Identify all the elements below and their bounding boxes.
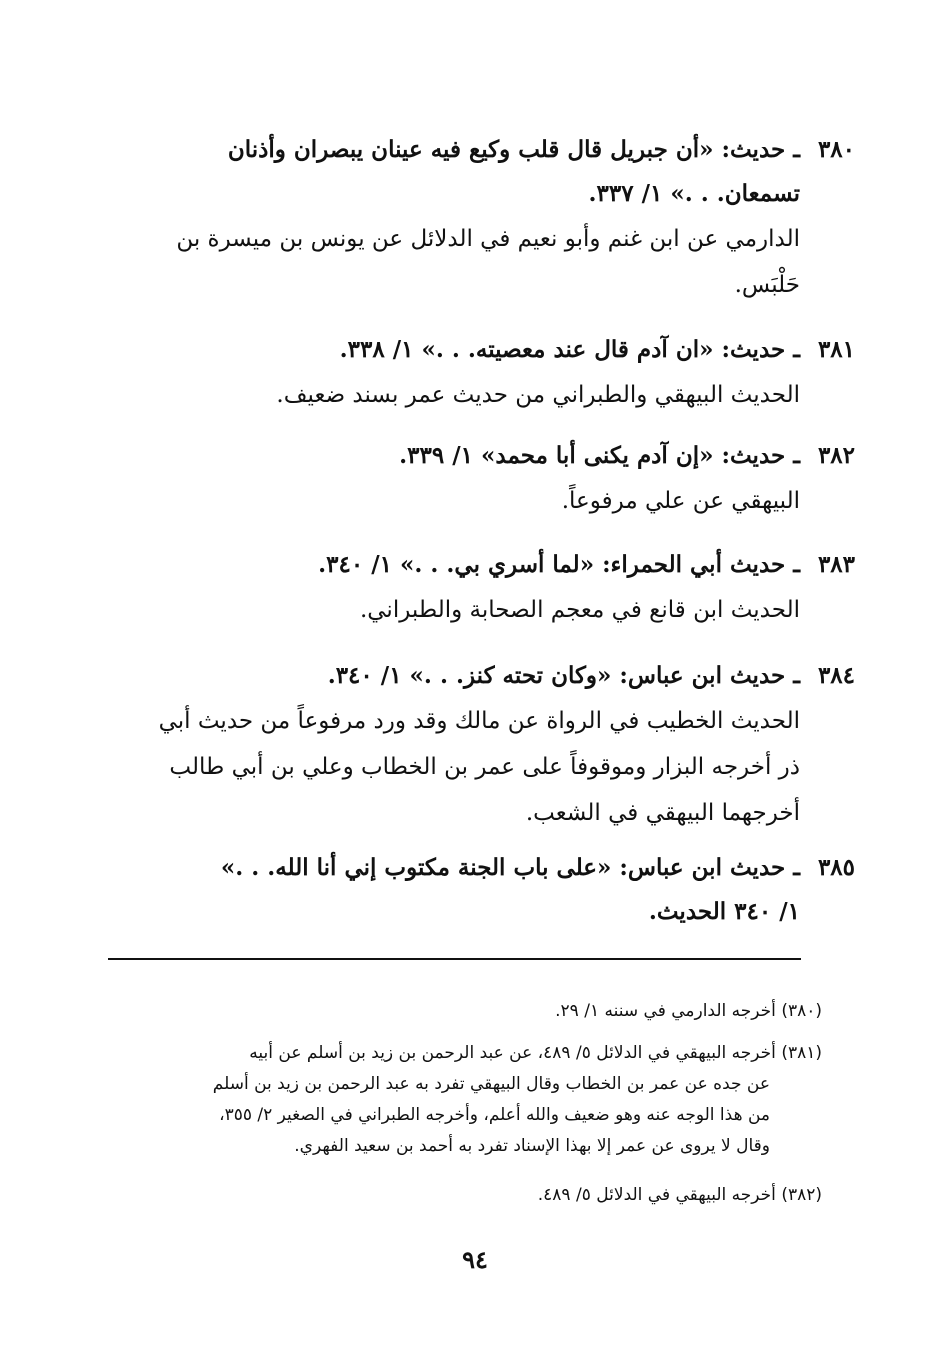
entry-body (100, 216, 800, 262)
entry-number: ٣٨٤ (817, 662, 855, 689)
entry-number: ٣٨٠ (817, 136, 855, 163)
entry-number: ٣٨٢ (817, 442, 855, 469)
footnote-line: أخرجه البيهقي في الدلائل ٥/ ٤٨٩. (537, 1185, 776, 1205)
entry-380 (100, 128, 855, 308)
footnote-label: (٣٨٠) (781, 1001, 822, 1021)
entry-heading-continuation (100, 890, 800, 934)
entry-heading (100, 654, 855, 698)
entry-number: ٣٨٥ (817, 854, 855, 881)
entry-body-line-1: الدارمي عن ابن غنم وأبو نعيم في الدلائل عن يونس بن ميسرة بن (176, 226, 800, 252)
footnote-line: عن جده عن عمر بن الخطاب وقال البيهقي تفرد به عبد الرحمن بن زيد بن أسلم (212, 1074, 770, 1094)
footnote-first-line (100, 1038, 822, 1069)
entry-heading-text: ـ حديث ابن عباس: «وكان تحته كنز. . .» ١/ ٣٤٠. (327, 662, 800, 689)
page-number: ٩٤ (462, 1245, 488, 1274)
footnote-line: وقال لا يروى عن عمر إلا بهذا الإسناد تفرد به أحمد بن سعيد الفهري. (294, 1136, 770, 1156)
entry-382 (100, 434, 855, 524)
entry-body-line-2: حَلْبَس. (734, 272, 800, 298)
entry-heading-text: ـ حديث: «إن آدم يكنى أبا محمد» ١/ ٣٣٩. (399, 442, 800, 469)
entry-body: البيهقي عن علي مرفوعاً. (561, 488, 800, 514)
footnote-380 (100, 996, 822, 1027)
entry-heading-line-1: ـ حديث: «أن جبريل قال قلب وكيع فيه عينان يبصران وأذنان (227, 136, 800, 163)
entry-384 (100, 654, 855, 836)
entry-heading (100, 328, 855, 372)
entry-heading (100, 846, 855, 890)
entry-number: ٣٨١ (817, 336, 855, 363)
entry-body-line-1: الحديث الخطيب في الرواة عن مالك وقد ورد مرفوعاً من حديث أبي (158, 708, 800, 734)
footnote-382 (100, 1180, 822, 1211)
footnote-line: أخرجه الدارمي في سننه ١/ ٢٩. (555, 1001, 776, 1021)
entry-383 (100, 543, 855, 633)
footnote-381 (100, 1038, 822, 1162)
entry-heading (100, 128, 855, 172)
entry-heading-line-1: ـ حديث ابن عباس: «على باب الجنة مكتوب إني أنا الله. . .» (220, 854, 800, 881)
footnote-label: (٣٨١) (781, 1043, 822, 1063)
entry-heading-line-2: ١/ ٣٤٠ الحديث. (648, 898, 800, 925)
entry-385 (100, 846, 855, 934)
entry-heading-line-2: تسمعان. . .» ١/ ٣٣٧. (588, 180, 800, 207)
entry-heading-text: ـ حديث أبي الحمراء: «لما أسري بي. . .» ١/ ٣٤٠. (318, 551, 800, 578)
footnote-line: أخرجه البيهقي في الدلائل ٥/ ٤٨٩، عن عبد الرحمن بن زيد بن أسلم عن أبيه (249, 1043, 776, 1063)
entry-heading-continuation (100, 172, 800, 216)
entry-heading (100, 543, 855, 587)
entry-381 (100, 328, 855, 418)
entry-body-line-2: ذر أخرجه البزار وموقوفاً على عمر بن الخطاب وعلي بن أبي طالب (169, 754, 800, 780)
entry-body: الحديث البيهقي والطبراني من حديث عمر بسند ضعيف. (276, 382, 800, 408)
entry-body: الحديث ابن قانع في معجم الصحابة والطبراني. (359, 597, 800, 623)
entry-heading (100, 434, 855, 478)
footnote-separator (108, 958, 801, 960)
entry-number: ٣٨٣ (817, 551, 855, 578)
footnote-line: من هذا الوجه عنه وهو ضعيف والله أعلم، وأخرجه الطبراني في الصغير ٢/ ٣٥٥، (219, 1105, 770, 1125)
entry-body-line-3: أخرجهما البيهقي في الشعب. (525, 800, 800, 826)
entry-heading-text: ـ حديث: «ان آدم قال عند معصيته. . .» ١/ ٣٣٨. (339, 336, 800, 363)
footnote-label: (٣٨٢) (781, 1185, 822, 1205)
